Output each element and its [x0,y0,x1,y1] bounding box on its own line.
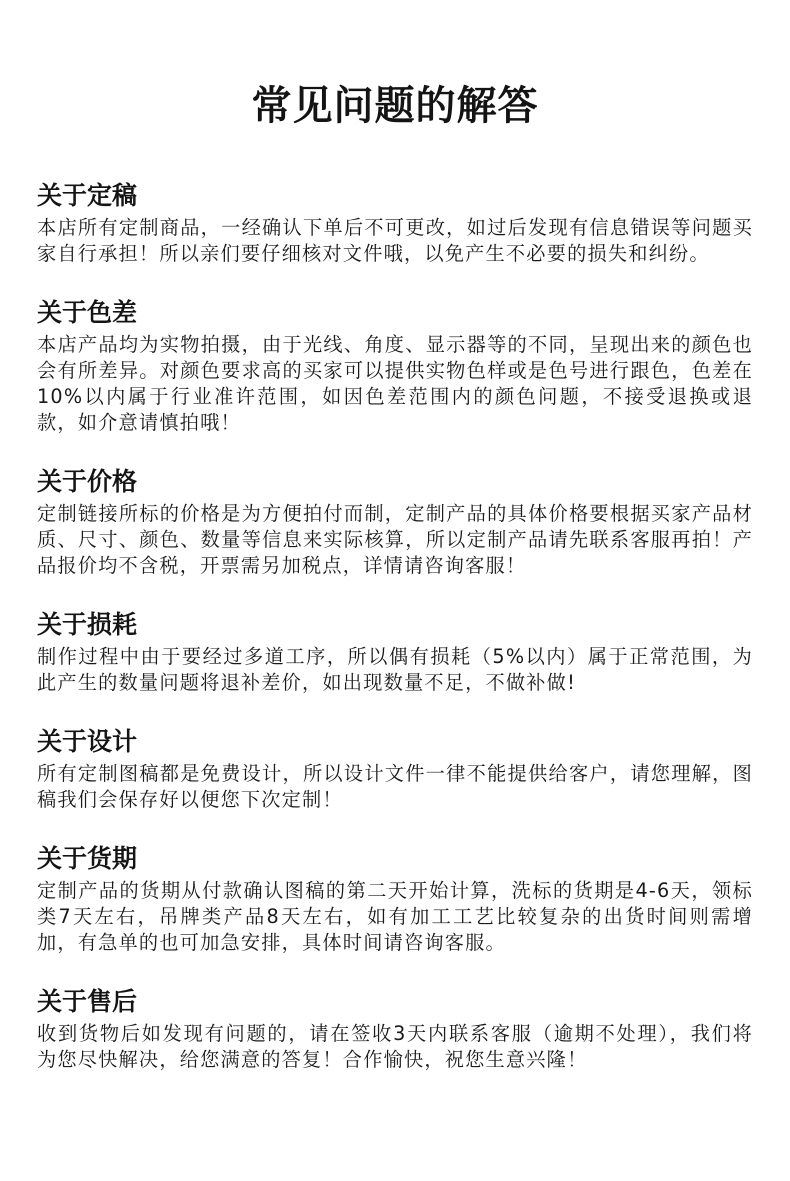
faq-heading: 关于色差 [37,298,138,327]
faq-heading: 关于损耗 [37,610,138,639]
faq-section-design [37,724,753,813]
faq-section-loss [37,607,753,696]
faq-body: 本店产品均为实物拍摄，由于光线、角度、显示器等的不同，呈现出来的颜色也会有所差异。对颜色要求高的买家可以提供实物色样或是色号进行跟色，色差在10%以内属于行业准许范围，如因色差范围内的颜色问题，不接受退换或退款，如介意请慎拍哦！ [37,333,753,434]
faq-heading: 关于货期 [37,844,138,873]
faq-body: 所有定制图稿都是免费设计，所以设计文件一律不能提供给客户，请您理解，图稿我们会保存好以便您下次定制！ [37,762,753,811]
faq-section-price [37,464,753,579]
faq-heading: 关于定稿 [37,181,138,210]
faq-heading: 关于价格 [37,467,138,496]
faq-body: 定制链接所标的价格是为方便拍付而制，定制产品的具体价格要根据买家产品材质、尺寸、颜色、数量等信息来实际核算，所以定制产品请先联系客服再拍！产品报价均不含税，开票需另加税点，详情请咨询客服！ [37,502,753,577]
faq-section-finalization [37,178,753,267]
faq-list [37,178,753,1073]
faq-section-color-difference [37,295,753,436]
faq-body: 本店所有定制商品，一经确认下单后不可更改，如过后发现有信息错误等问题买家自行承担！所以亲们要仔细核对文件哦，以免产生不必要的损失和纠纷。 [37,216,753,265]
faq-body: 定制产品的货期从付款确认图稿的第二天开始计算，洗标的货期是4-6天，领标类7天左右，吊牌类产品8天左右，如有加工工艺比较复杂的出货时间则需增加，有急单的也可加急安排，具体时间请咨询客服。 [37,879,753,954]
faq-section-delivery-time [37,841,753,956]
faq-body: 收到货物后如发现有问题的，请在签收3天内联系客服（逾期不处理），我们将为您尽快解决，给您满意的答复！合作愉快，祝您生意兴隆！ [37,1022,753,1071]
faq-heading: 关于设计 [37,727,138,756]
faq-section-after-sales [37,984,753,1073]
page-title: 常见问题的解答 [251,83,539,129]
faq-heading: 关于售后 [37,987,138,1016]
faq-body: 制作过程中由于要经过多道工序，所以偶有损耗（5%以内）属于正常范围，为此产生的数量问题将退补差价，如出现数量不足，不做补做! [37,645,753,694]
